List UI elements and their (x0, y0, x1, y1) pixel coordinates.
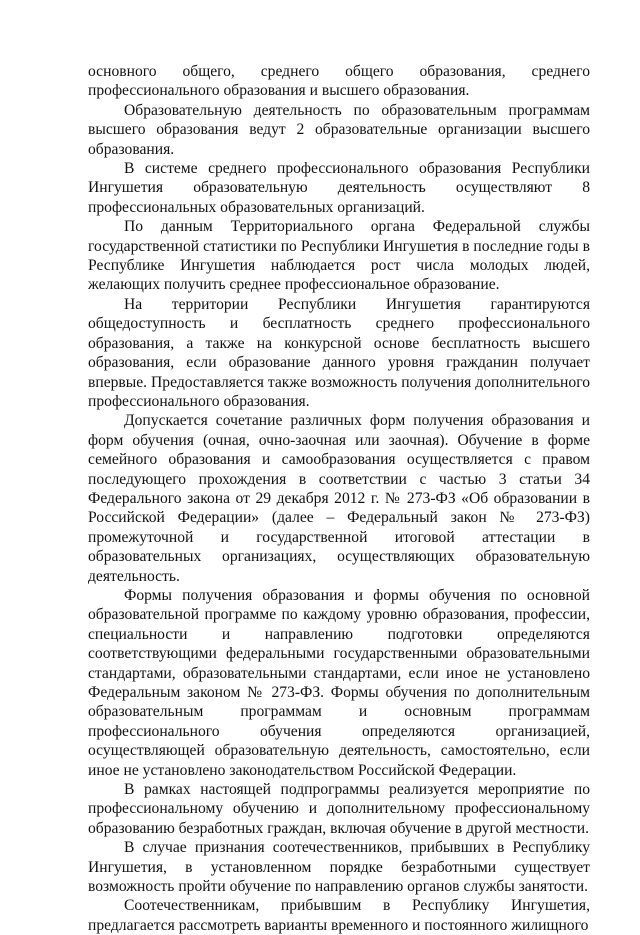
paragraph-spo-orgs: В системе среднего профессионального образования Республики Ингушетия образовательную деятельность осуществляют 8 профессиональных образовательных организаций. (88, 160, 590, 216)
paragraph-higher-education-orgs: Образовательную деятельность по образовательным программам высшего образования ведут 2 образовательные организации высшего образования. (88, 101, 590, 158)
paragraph-subprogram-measure: В рамках настоящей подпрограммы реализуется мероприятие по профессиональному обучению и дополнительному профессиональному образованию безработных граждан, включая обучение в другой местности. (88, 781, 590, 837)
paragraph-statistics: По данным Территориального органа Федеральной службы государственной статистики по Республики Ингушетия в последние годы в Республике Ингушетия наблюдается рост числа молодых людей, желающих получить среднее профессиональное образование. (88, 218, 590, 294)
paragraph-housing: Соотечественникам, прибывшим в Республику Ингушетия, предлагается рассмотреть варианты временного и постоянного жилищного (88, 897, 590, 934)
paragraph-unemployed-compatriots: В случае признания соотечественников, прибывших в Республику Ингушетия, в установленном порядке безработными существует возможность пройти обучение по направлению органов службы занятости. (88, 839, 590, 896)
paragraph-guarantees: На территории Республики Ингушетия гарантируются общедоступность и бесплатность среднего профессионального образования, а также на конкурсной основе бесплатность высшего образования, если образование данного уровня гражданин получает впервые. Предоставляется также возможность получения дополнительного профессионального образования. (88, 295, 590, 410)
paragraph-forms-combination: Допускается сочетание различных форм получения образования и форм обучения (очная, очно-заочная или заочная). Обучение в форме семейного образования и самообразования осуществляется с правом последующего прохождения в соответствии с частью 3 статьи 34 Федерального закона от 29 декабря 2012 г. № 273-ФЗ «Об образовании в Российской Федерации» (далее – Федеральный закон № 273-ФЗ) промежуточной и государственной итоговой аттестации в образовательных организациях, осуществляющих образовательную деятельность. (88, 412, 590, 585)
document-page (88, 62, 590, 935)
paragraph-continuation: основного общего, среднего общего образования, среднего профессионального образования и высшего образования. (88, 63, 590, 100)
paragraph-forms-standards: Формы получения образования и формы обучения по основной образовательной программе по каждому уровню образования, профессии, специальности и направлению подготовки определяются соответствующими федеральными государственными образовательными стандартами, образовательными стандартами, если иное не установлено Федеральным законом № 273-ФЗ. Формы обучения по дополнительным образовательным программам и основным программам профессионального обучения определяются организацией, осуществляющей образовательную деятельность, самостоятельно, если иное не установлено законодательством Российской Федерации. (88, 586, 590, 779)
